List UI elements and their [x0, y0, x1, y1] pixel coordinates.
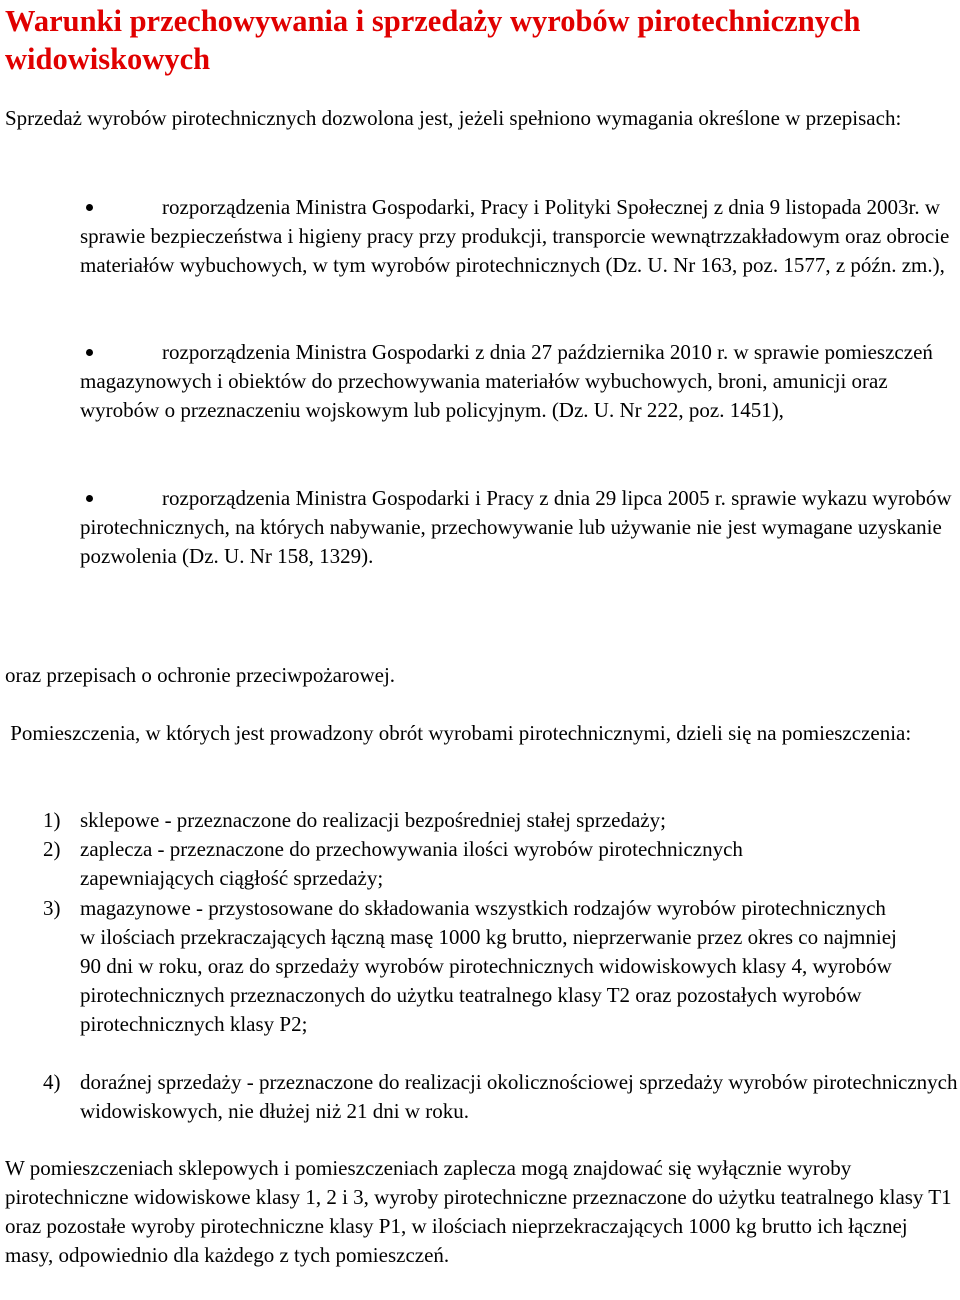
item-text: doraźnej sprzedaży - przeznaczone do realizacji okolicznościowej sprzedaży wyrobów pirotechnicznych widowiskowych, nie dłużej niż 21 dni w roku.	[80, 1070, 958, 1123]
bullet-icon	[86, 495, 93, 502]
item-text: zaplecza - przeznaczone do przechowywania ilości wyrobów pirotechnicznych zapewniających ciągłość sprzedaży;	[80, 837, 743, 890]
item-text: magazynowe - przystosowane do składowania wszystkich rodzajów wyrobów pirotechnicznych w ilościach przekraczających łączną masę 1000 kg brutto, nieprzerwanie przez okres co najmniej 90 dni w roku, oraz do sprzedaży wyrobów pirotechnicznych widowiskowych klasy 4, wyrobów pirotechnicznych przeznaczonych do użytku teatralnego klasy T2 oraz pozostałych wyrobów pirotechnicznych klasy P2;	[80, 896, 897, 1036]
item-number: 3)	[43, 896, 61, 920]
closing-paragraph: W pomieszczeniach sklepowych i pomieszczeniach zaplecza mogą znajdować się wyłącznie wyroby pirotechniczne widowiskowe klasy 1, 2 i 3, wyroby pirotechniczne przeznaczone do użytku teatralnego klasy T1 oraz pozostałe wyroby pirotechniczne klasy P1, w ilościach nieprzekraczających 1000 kg brutto ich łącznej masy, odpowiednio dla każdego z tych pomieszczeń.	[5, 1156, 952, 1267]
regulation-text: rozporządzenia Ministra Gospodarki, Pracy i Polityki Społecznej z dnia 9 listopada 2003r. w sprawie bezpieczeństwa i higieny pracy przy produkcji, transporcie wewnątrzzakładowym oraz obrocie materiałów wybuchowych, w tym wyrobów pirotechnicznych (Dz. U. Nr 163, poz. 1577, z późn. zm.),	[80, 195, 950, 277]
regulation-text: rozporządzenia Ministra Gospodarki z dnia 27 października 2010 r. w sprawie pomieszczeń magazynowych i obiektów do przechowywania materiałów wybuchowych, broni, amunicji oraz wyrobów o przeznaczeniu wojskowym lub policyjnym. (Dz. U. Nr 222, poz. 1451),	[80, 340, 933, 422]
fire-protection-paragraph: oraz przepisach o ochronie przeciwpożarowej.	[5, 663, 396, 687]
list-item	[80, 338, 960, 425]
item-number: 1)	[43, 808, 61, 832]
bullet-icon	[86, 204, 93, 211]
page-title: Warunki przechowywania i sprzedaży wyrobów pirotechnicznych widowiskowych	[5, 4, 861, 76]
item-text: sklepowe - przeznaczone do realizacji bezpośredniej stałej sprzedaży;	[80, 808, 666, 832]
item-number: 2)	[43, 837, 61, 861]
list-item	[43, 1068, 960, 1126]
list-item	[80, 484, 960, 571]
list-item	[43, 806, 960, 835]
regulation-text: rozporządzenia Ministra Gospodarki i Pracy z dnia 29 lipca 2005 r. sprawie wykazu wyrobów pirotechnicznych, na których nabywanie, przechowywanie lub używanie nie jest wymagane uzyskanie pozwolenia (Dz. U. Nr 158, 1329).	[80, 486, 952, 568]
intro-paragraph: Sprzedaż wyrobów pirotechnicznych dozwolona jest, jeżeli spełniono wymagania określone w przepisach:	[5, 106, 902, 130]
list-item	[43, 894, 960, 1039]
list-item	[43, 835, 960, 893]
item-number: 4)	[43, 1070, 61, 1094]
bullet-icon	[86, 349, 93, 356]
list-item	[80, 193, 960, 280]
rooms-intro-paragraph: Pomieszczenia, w których jest prowadzony obrót wyrobami pirotechnicznymi, dzieli się na pomieszczenia:	[5, 721, 912, 745]
